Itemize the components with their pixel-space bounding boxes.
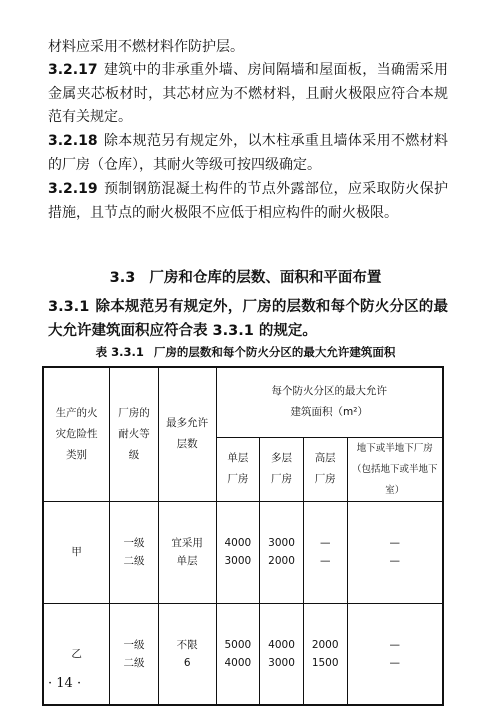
- cell-underground: [347, 501, 443, 603]
- cell-grades: [110, 501, 159, 603]
- header-fire-grade: [110, 367, 159, 501]
- area-value: —: [389, 656, 400, 669]
- cell-high: [303, 603, 347, 705]
- section-title-text: 厂房和仓库的层数、面积和平面布置: [149, 270, 382, 286]
- grade-value: 一级: [123, 537, 145, 549]
- header-text: 每个防火分区的最大允许建筑面积（m²）: [271, 385, 388, 419]
- clause-text: 预制钢筋混凝土构件的节点外露部位，应采取防火保护措施，且节点的耐火极限不应低于相应构件的耐火极限。: [48, 181, 448, 221]
- area-value: 2000: [268, 555, 295, 567]
- area-value: 4000: [268, 638, 295, 651]
- cell-grades: [110, 603, 159, 705]
- clause-text: 除本规范另有规定外，厂房的层数和每个防火分区的最大允许建筑面积应符合表 3.3.1 的规定。: [48, 299, 448, 339]
- header-single-storey: [216, 437, 260, 501]
- header-area-group: [216, 367, 443, 437]
- section-heading: [0, 266, 491, 287]
- table-row: [43, 501, 443, 603]
- cell-category: 甲: [43, 501, 110, 603]
- header-underground: [347, 437, 443, 501]
- area-value: —: [389, 537, 400, 549]
- area-value: 3000: [268, 656, 295, 669]
- clause-number: 3.2.18: [48, 133, 98, 149]
- clause-number: 3.2.17: [48, 62, 98, 78]
- area-value: 3000: [224, 555, 252, 567]
- area-value: 3000: [268, 537, 295, 549]
- cell-single: [216, 501, 260, 603]
- cell-floors: [158, 603, 216, 705]
- header-hazard-category: [43, 367, 110, 501]
- table-number: 表 3.3.1: [95, 345, 144, 359]
- header-text: 多层厂房: [271, 452, 293, 485]
- cell-single: [216, 603, 260, 705]
- header-max-floors: [158, 367, 216, 501]
- header-text: 单层厂房: [227, 452, 249, 485]
- header-text: 最多允许层数: [166, 417, 209, 451]
- area-value: 1500: [311, 656, 339, 669]
- grade-value: 二级: [123, 555, 145, 567]
- paragraph-continued: [48, 36, 448, 60]
- cell-high: [303, 501, 347, 603]
- header-text: 高层厂房: [314, 452, 336, 485]
- header-multi-storey: [260, 437, 304, 501]
- table-caption: [0, 344, 491, 360]
- clause-number: 3.3.1: [48, 299, 90, 315]
- cell-floors: [158, 501, 216, 603]
- clause-3-2-17: [48, 59, 448, 130]
- cell-underground: [347, 603, 443, 705]
- clause-text: 建筑中的非承重外墙、房间隔墙和屋面板，当确需采用金属夹芯板材时，其芯材应为不燃材料，且耐火极限应符合本规范有关规定。: [48, 62, 448, 125]
- floors-value: 宜采用: [171, 537, 203, 549]
- table-row: [43, 603, 443, 705]
- table-title: 厂房的层数和每个防火分区的最大允许建筑面积: [153, 345, 396, 359]
- area-value: 4000: [224, 537, 252, 549]
- grade-value: 一级: [123, 638, 145, 651]
- floors-value: 单层: [176, 555, 198, 567]
- header-text: 生产的火灾危险性类别: [55, 406, 98, 461]
- clause-3-3-1: [48, 295, 448, 343]
- cell-multi: [260, 603, 304, 705]
- section-number: 3.3: [109, 270, 136, 286]
- cell-multi: [260, 501, 304, 603]
- header-high-rise: [303, 437, 347, 501]
- floors-value: 6: [183, 656, 191, 669]
- area-value: —: [389, 638, 400, 651]
- paragraph-text: 材料应采用不燃材料作防护层。: [48, 39, 244, 55]
- grade-value: 二级: [123, 656, 145, 669]
- area-value: 4000: [224, 656, 252, 669]
- area-value: —: [319, 537, 331, 549]
- floors-value: 不限: [176, 638, 198, 651]
- floor-area-table: [42, 366, 444, 706]
- cell-category: 乙: [43, 603, 110, 705]
- page-number: · 14 ·: [48, 676, 82, 691]
- area-value: 5000: [224, 638, 252, 651]
- clause-text: 除本规范另有规定外，以木柱承重且墙体采用不燃材料的厂房（仓库），其耐火等级可按四级确定。: [48, 133, 448, 173]
- area-value: —: [389, 555, 400, 567]
- area-value: 2000: [311, 638, 339, 651]
- clause-3-2-19: [48, 178, 448, 225]
- header-text: 地下或半地下厂房（包括地下或半地下室）: [351, 442, 438, 496]
- clause-number: 3.2.19: [48, 181, 98, 197]
- header-text: 厂房的耐火等级: [118, 406, 150, 461]
- clause-3-2-18: [48, 130, 448, 177]
- area-value: —: [319, 555, 331, 567]
